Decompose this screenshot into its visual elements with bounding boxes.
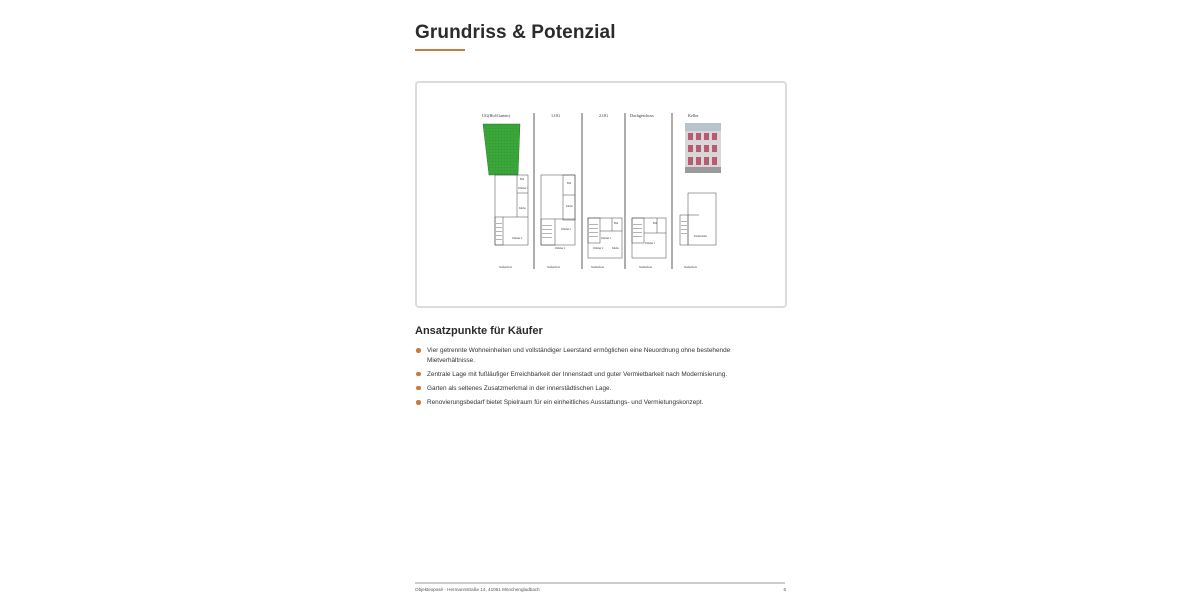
floor-label-1og: 1.OG: [551, 113, 561, 118]
highlights-list: [415, 346, 760, 412]
list-item-text: Vier getrennte Wohneinheiten und vollständiger Leerstand ermöglichen eine Neuordnung ohne bestehende Mietverhältnisse.: [427, 347, 731, 364]
room-label: Bad: [567, 182, 572, 185]
room-label: Zimmer 1: [645, 242, 656, 245]
list-item: [415, 384, 760, 394]
floorplan-1og: [541, 175, 575, 245]
street-label: Straßenfront: [591, 266, 604, 269]
street-label: Straßenfront: [547, 266, 560, 269]
bullet-icon: [416, 386, 421, 391]
room-label: Zimmer 1: [561, 228, 572, 231]
list-item: [415, 398, 760, 408]
floorplan-frame: [415, 81, 787, 308]
room-label: Zimmer 2: [555, 247, 566, 250]
page-number: 6: [783, 587, 786, 592]
floor-label-dg: Dachgeschoss: [630, 113, 654, 118]
footer-divider: [415, 582, 785, 584]
room-label: Zimmer 2: [593, 247, 604, 250]
bullet-icon: [416, 400, 421, 405]
room-label: Zimmer 1: [601, 237, 612, 240]
room-label: Küche: [519, 207, 526, 210]
facade-photo: [685, 123, 721, 173]
room-label: Zimmer 1: [518, 187, 529, 190]
room-label: Zimmer 2: [512, 237, 523, 240]
street-label: Straßenfront: [684, 266, 697, 269]
room-label: Kellerräume: [694, 235, 707, 238]
room-label: Bad: [520, 178, 525, 181]
list-item-text: Renovierungsbedarf bietet Spielraum für ein einheitliches Ausstattungs- und Vermietungskonzept.: [427, 398, 704, 406]
room-label: Bad: [614, 222, 619, 225]
list-item: [415, 346, 760, 365]
floorplan-image: [417, 83, 785, 306]
street-label: Straßenfront: [499, 266, 512, 269]
bullet-icon: [416, 348, 421, 353]
room-label: Küche: [612, 247, 619, 250]
room-label: Küche: [566, 205, 573, 208]
room-label: Bad: [653, 222, 658, 225]
section-heading: Ansatzpunkte für Käufer: [415, 325, 543, 337]
garden-area: [483, 124, 520, 175]
list-item: [415, 370, 760, 380]
floor-label-ug: UG(Hof/Garten): [482, 113, 510, 118]
list-item-text: Garten als seltenes Zusatzmerkmal in der innerstädtischen Lage.: [427, 384, 612, 392]
list-item-text: Zentrale Lage mit fußläufiger Erreichbarkeit der Innenstadt und guter Vermietbarkeit nach Modernisierung.: [427, 370, 728, 378]
title-underline: [415, 49, 465, 51]
footer-address: Objektexposé · Hermannstraße 14, 41061 Mönchengladbach: [415, 587, 540, 592]
floor-label-keller: Keller: [688, 113, 699, 118]
floor-label-2og: 2.OG: [599, 113, 609, 118]
floorplan-ug: [495, 175, 528, 245]
page-title: Grundriss & Potenzial: [415, 22, 616, 43]
bullet-icon: [416, 372, 421, 377]
street-label: Straßenfront: [639, 266, 652, 269]
